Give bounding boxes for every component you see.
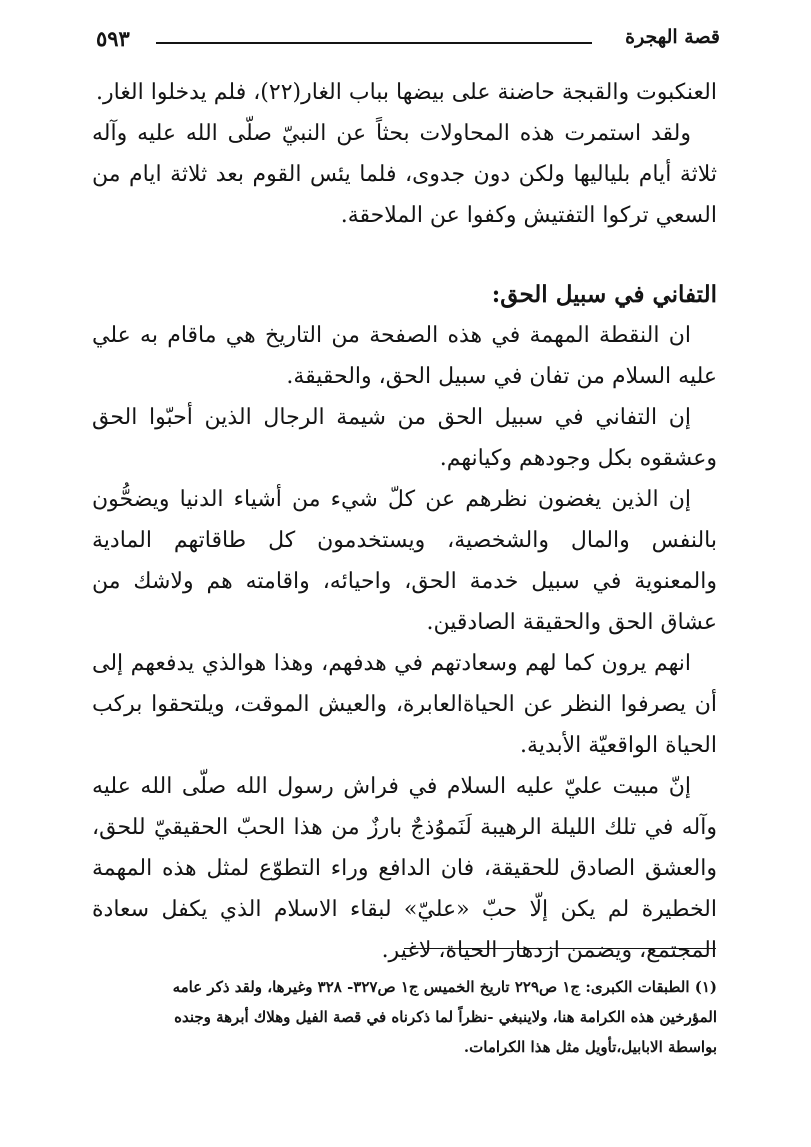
footnote-line: (١) الطبقات الكبرى: ج١ ص٢٢٩ تاريخ الخميس ج١ ص٣٢٧- ٣٢٨ وغيرها، ولقد ذكر عامه xyxy=(172,978,717,996)
section-heading: التفاني في سبيل الحق: xyxy=(491,281,717,308)
paragraph: ان النقطة المهمة في هذه الصفحة من التاريخ هي ماقام به علي عليه السلام من تفان في سبيل الحق، والحقيقة. xyxy=(92,323,717,389)
section-gap xyxy=(92,236,717,274)
paragraph: العنكبوت والقبجة حاضنة على بيضها بباب الغار(٢٢)، فلم يدخلوا الغار. xyxy=(96,80,717,105)
header-rule xyxy=(156,42,592,44)
paragraph: إن التفاني في سبيل الحق من شيمة الرجال الذين أحبّوا الحق وعشقوه بكل وجودهم وكيانهم. xyxy=(92,405,717,471)
page-number: ٥٩٣ xyxy=(96,26,130,51)
main-text xyxy=(92,72,717,971)
footnote-line: بواسطة الابابيل،تأويل مثل هذا الكرامات. xyxy=(463,1038,717,1056)
paragraph: ولقد استمرت هذه المحاولات بحثاً عن النبيّ صلّى الله عليه وآله ثلاثة أيام بلياليها ولكن دون جدوى، فلما يئس القوم بعد ثلاثة ايام من السعي تركوا التفتيش وكفوا عن الملاحقة. xyxy=(92,121,717,228)
paragraph: إن الذين يغضون نظرهم عن كلّ شيء من أشياء الدنيا ويضحُّون بالنفس والمال والشخصية، ويستخدمون كل طاقاتهم المادية والمعنوية في سبيل خدمة الحق، واحيائه، واقامته هم ولاشك من عشاق الحق والحقيقة الصادقين. xyxy=(92,487,717,635)
running-title: قصة الهجرة xyxy=(625,26,720,48)
paragraph: إنّ مبيت عليّ عليه السلام في فراش رسول الله صلّى الله عليه وآله في تلك الليلة الرهيبة لَنَموُذجٌ بارزٌ من هذا الحبّ الحقيقيّ للحق، والعشق الصادق للحقيقة، فان الدافع وراء التطوّع لمثل هذه المهمة الخطيرة لم يكن إلّا حبّ «عليّ» لبقاء الاسلام الذي يكفل سعادة المجتمع، ويضمن ازدهار الحياة، لاغير. xyxy=(92,774,717,963)
footnote-separator xyxy=(404,948,716,949)
footnotes xyxy=(92,972,717,1062)
footnote-line: المؤرخين هذه الكرامة هنا، ولاينبغي -نظراً لما ذكرناه في قصة الفيل وهلاك أبرهة وجنده xyxy=(174,1008,717,1026)
paragraph: انهم يرون كما لهم وسعادتهم في هدفهم، وهذا هوالذي يدفعهم إلى أن يصرفوا النظر عن الحياةالعابرة، والعيش الموقت، ويلتحقوا بركب الحياة الواقعيّة الأبدية. xyxy=(92,651,717,758)
running-header xyxy=(96,26,720,60)
